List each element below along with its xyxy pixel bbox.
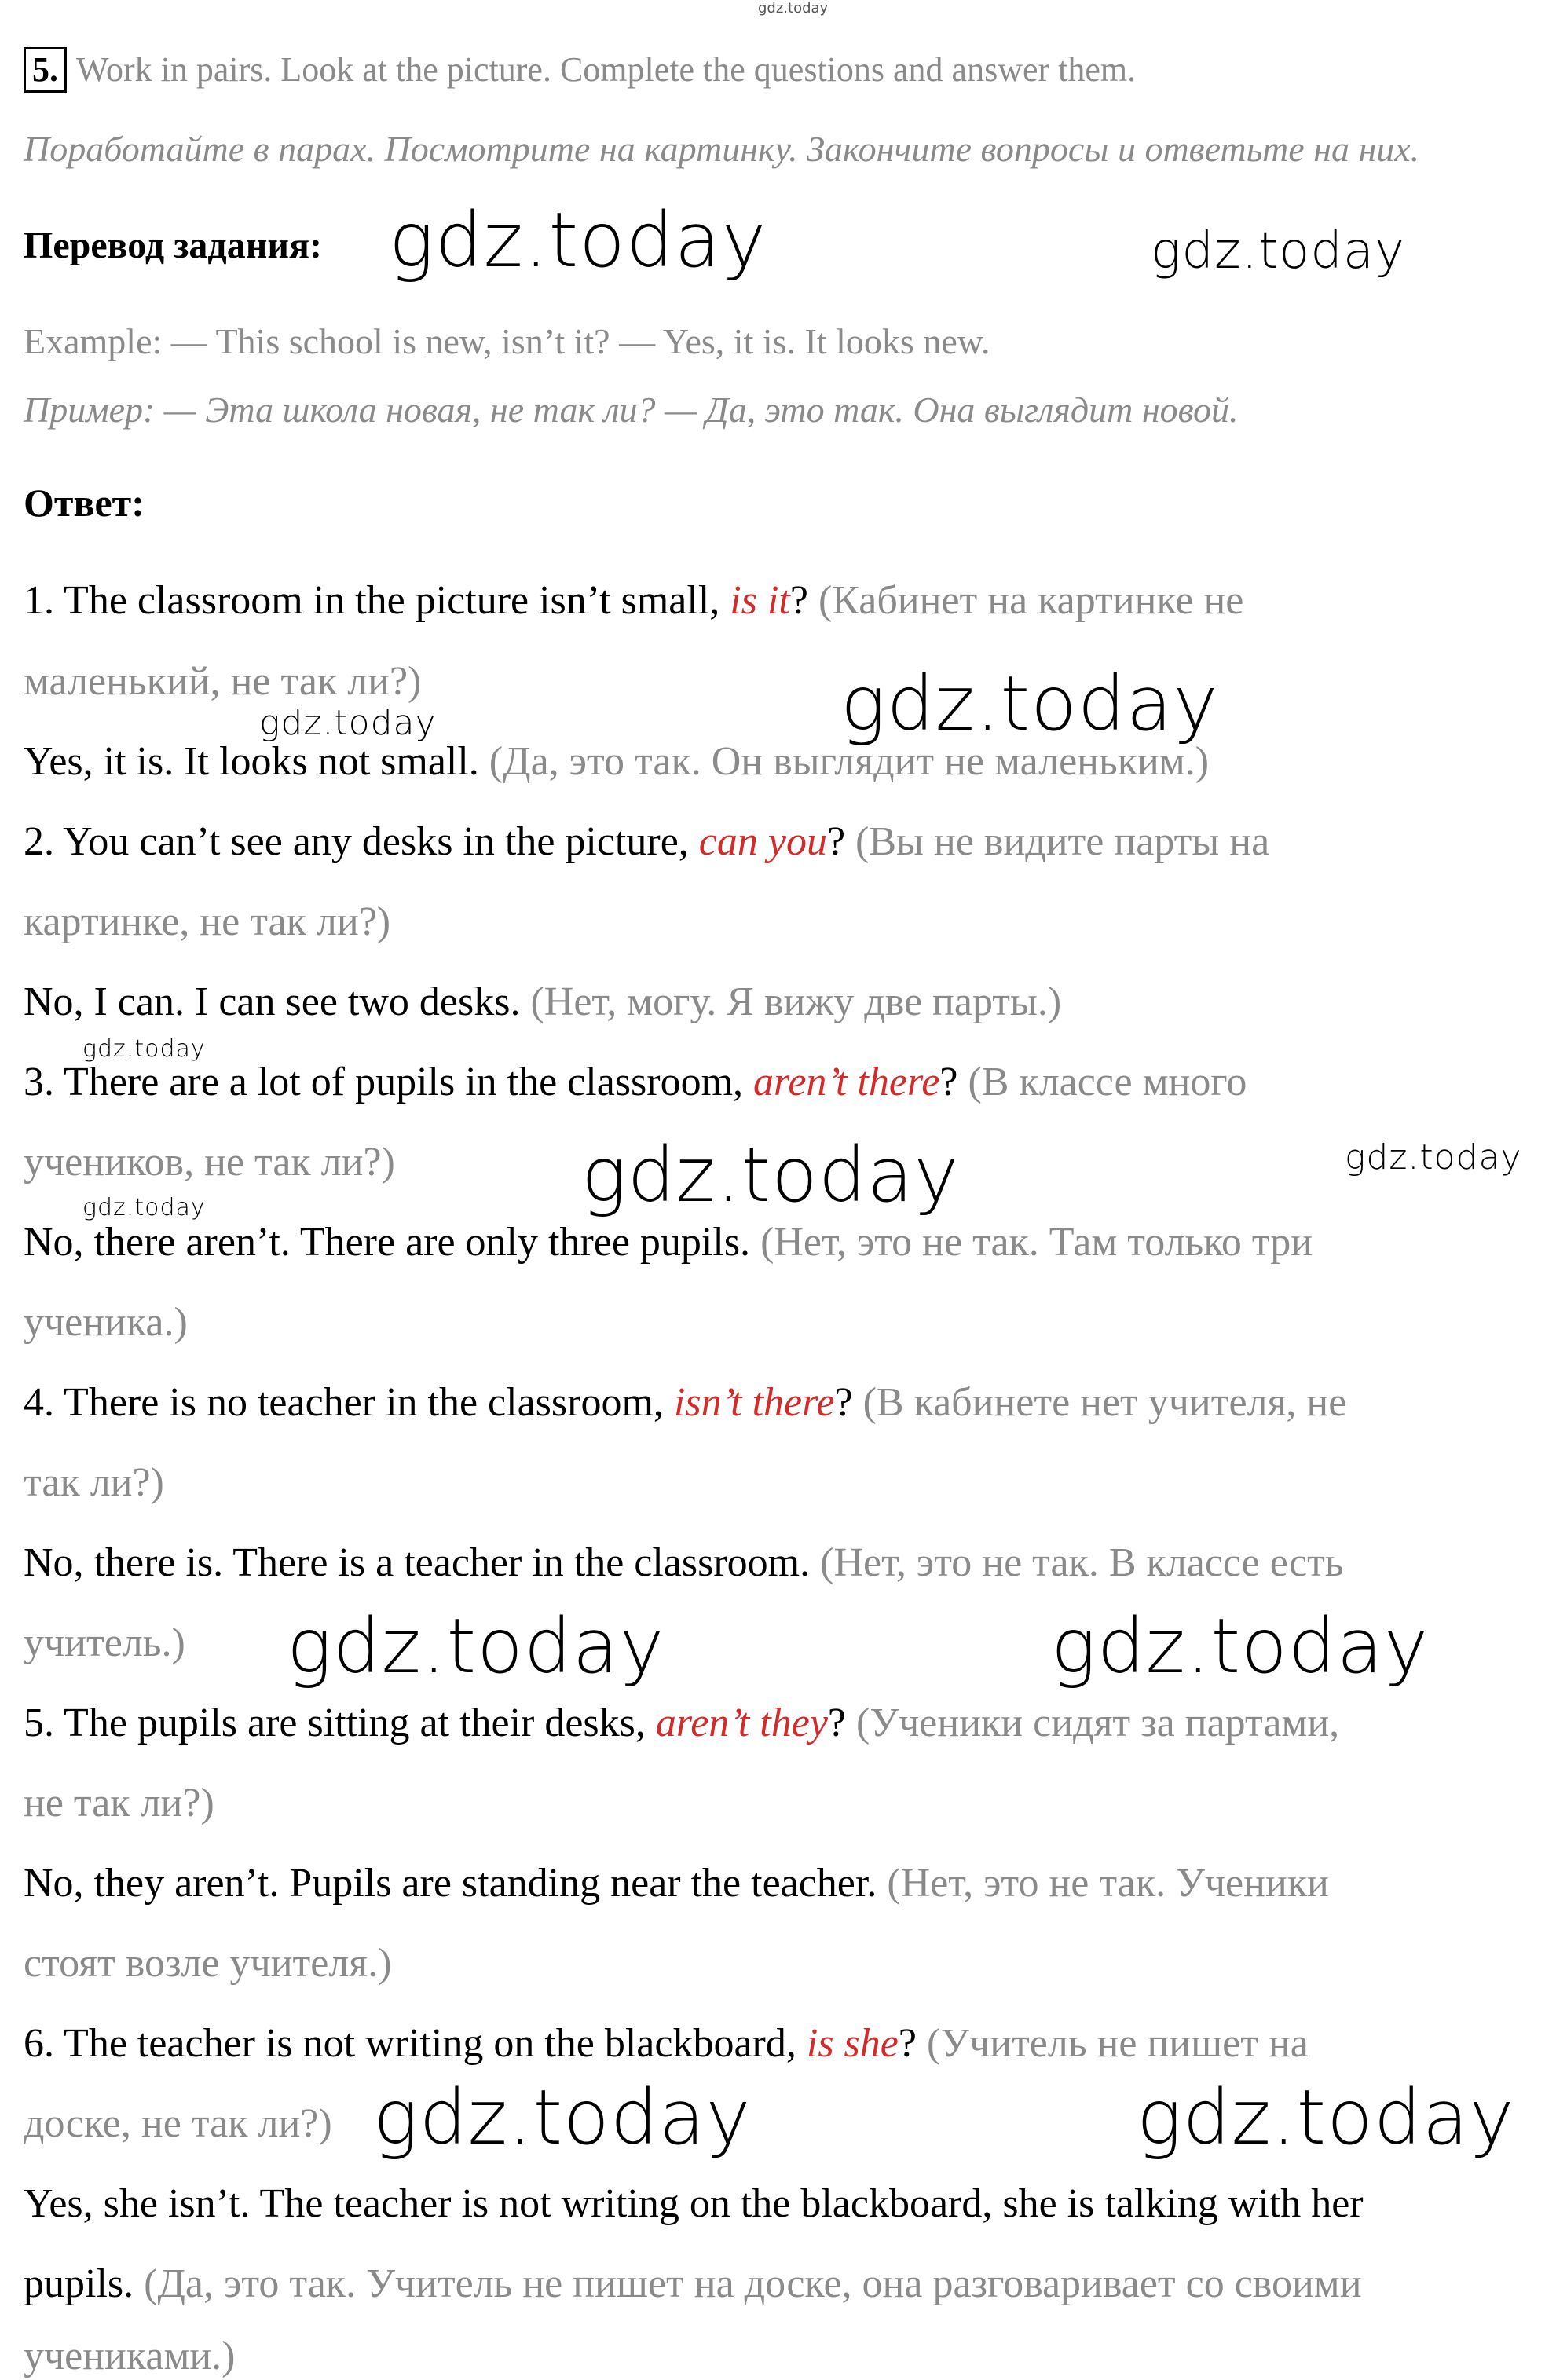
watermark: gdz.today [1137,2074,1515,2162]
watermark: gdz.today [373,2074,752,2162]
answer-3: No, there aren’t. There are only three pupils. (Нет, это не так. Там только три [24,1220,1313,1265]
example-en: Example: — This school is new, isn’t it? — Yes, it is. It looks new. [24,321,990,361]
answer-6-cont: pupils. (Да, это так. Учитель не пишет на доске, она разговаривает со своими [24,2261,1362,2306]
answer-6-ru-cont: учениками.) [24,2334,236,2378]
answer-4: No, there is. There is a teacher in the classroom. (Нет, это не так. В классе есть [24,1540,1344,1585]
watermark: gdz.today [581,1131,960,1219]
task-instruction [24,47,1136,93]
answer-1: Yes, it is. It looks not small. (Да, это так. Он выглядит не маленьким.) [24,739,1210,784]
watermark: gdz.today [82,1194,206,1221]
watermark: gdz.today [1345,1137,1522,1177]
watermark: gdz.today [389,196,767,284]
answer-6: Yes, she isn’t. The teacher is not writing on the blackboard, she is talking with her [24,2181,1364,2226]
answer-5-ru-cont: стоят возле учителя.) [24,1941,392,1986]
answer-label: Ответ: [24,481,145,525]
answer-5: No, they aren’t. Pupils are standing near the teacher. (Нет, это не так. Ученики [24,1861,1329,1906]
watermark: gdz.today [1051,1602,1430,1690]
tag-2: can you [698,819,827,864]
task-text-en: Work in pairs. Look at the picture. Complete the questions and answer them. [76,50,1137,89]
tag-5: aren’t they [655,1701,828,1745]
tag-1: is it [730,578,790,623]
question-5-ru-cont: не так ли?) [24,1781,214,1825]
question-1: 1. The classroom in the picture isn’t small, is it? (Кабинет на картинке не [24,578,1244,623]
question-5: 5. The pupils are sitting at their desks, aren’t they? (Ученики сидят за партами, [24,1701,1340,1745]
question-6-ru-cont: доске, не так ли?) [24,2101,332,2146]
task-number: 5. [24,47,67,93]
question-1-ru-cont: маленький, не так ли?) [24,659,422,704]
question-3: 3. There are a lot of pupils in the classroom, aren’t there? (В классе много [24,1060,1247,1104]
tag-6: is she [806,2021,899,2066]
watermark: gdz.today [1151,222,1405,280]
question-4-ru-cont: так ли?) [24,1460,164,1505]
tag-3: aren’t there [753,1060,940,1104]
task-text-ru: Поработайте в парах. Посмотрите на картинку. Закончите вопросы и ответьте на них. [24,129,1420,169]
example-ru: Пример: — Эта школа новая, не так ли? — Да, это так. Она выглядит новой. [24,390,1239,430]
question-2: 2. You can’t see any desks in the picture, can you? (Вы не видите парты на [24,819,1270,864]
question-2-ru-cont: картинке, не так ли?) [24,899,391,944]
question-6: 6. The teacher is not writing on the blackboard, is she? (Учитель не пишет на [24,2021,1309,2066]
watermark-top: gdz.today [758,0,829,16]
watermark: gdz.today [82,1035,206,1063]
watermark: gdz.today [287,1602,665,1690]
translation-label: Перевод задания: [24,225,322,266]
watermark: gdz.today [259,703,437,743]
answer-2: No, I can. I can see two desks. (Нет, могу. Я вижу две парты.) [24,979,1062,1024]
tag-4: isn’t there [673,1380,835,1425]
answer-3-ru-cont: ученика.) [24,1300,188,1345]
answer-4-ru-cont: учитель.) [24,1620,185,1665]
question-4: 4. There is no teacher in the classroom, isn’t there? (В кабинете нет учителя, не [24,1380,1347,1425]
question-3-ru-cont: учеников, не так ли?) [24,1140,395,1185]
watermark: gdz.today [840,660,1219,748]
